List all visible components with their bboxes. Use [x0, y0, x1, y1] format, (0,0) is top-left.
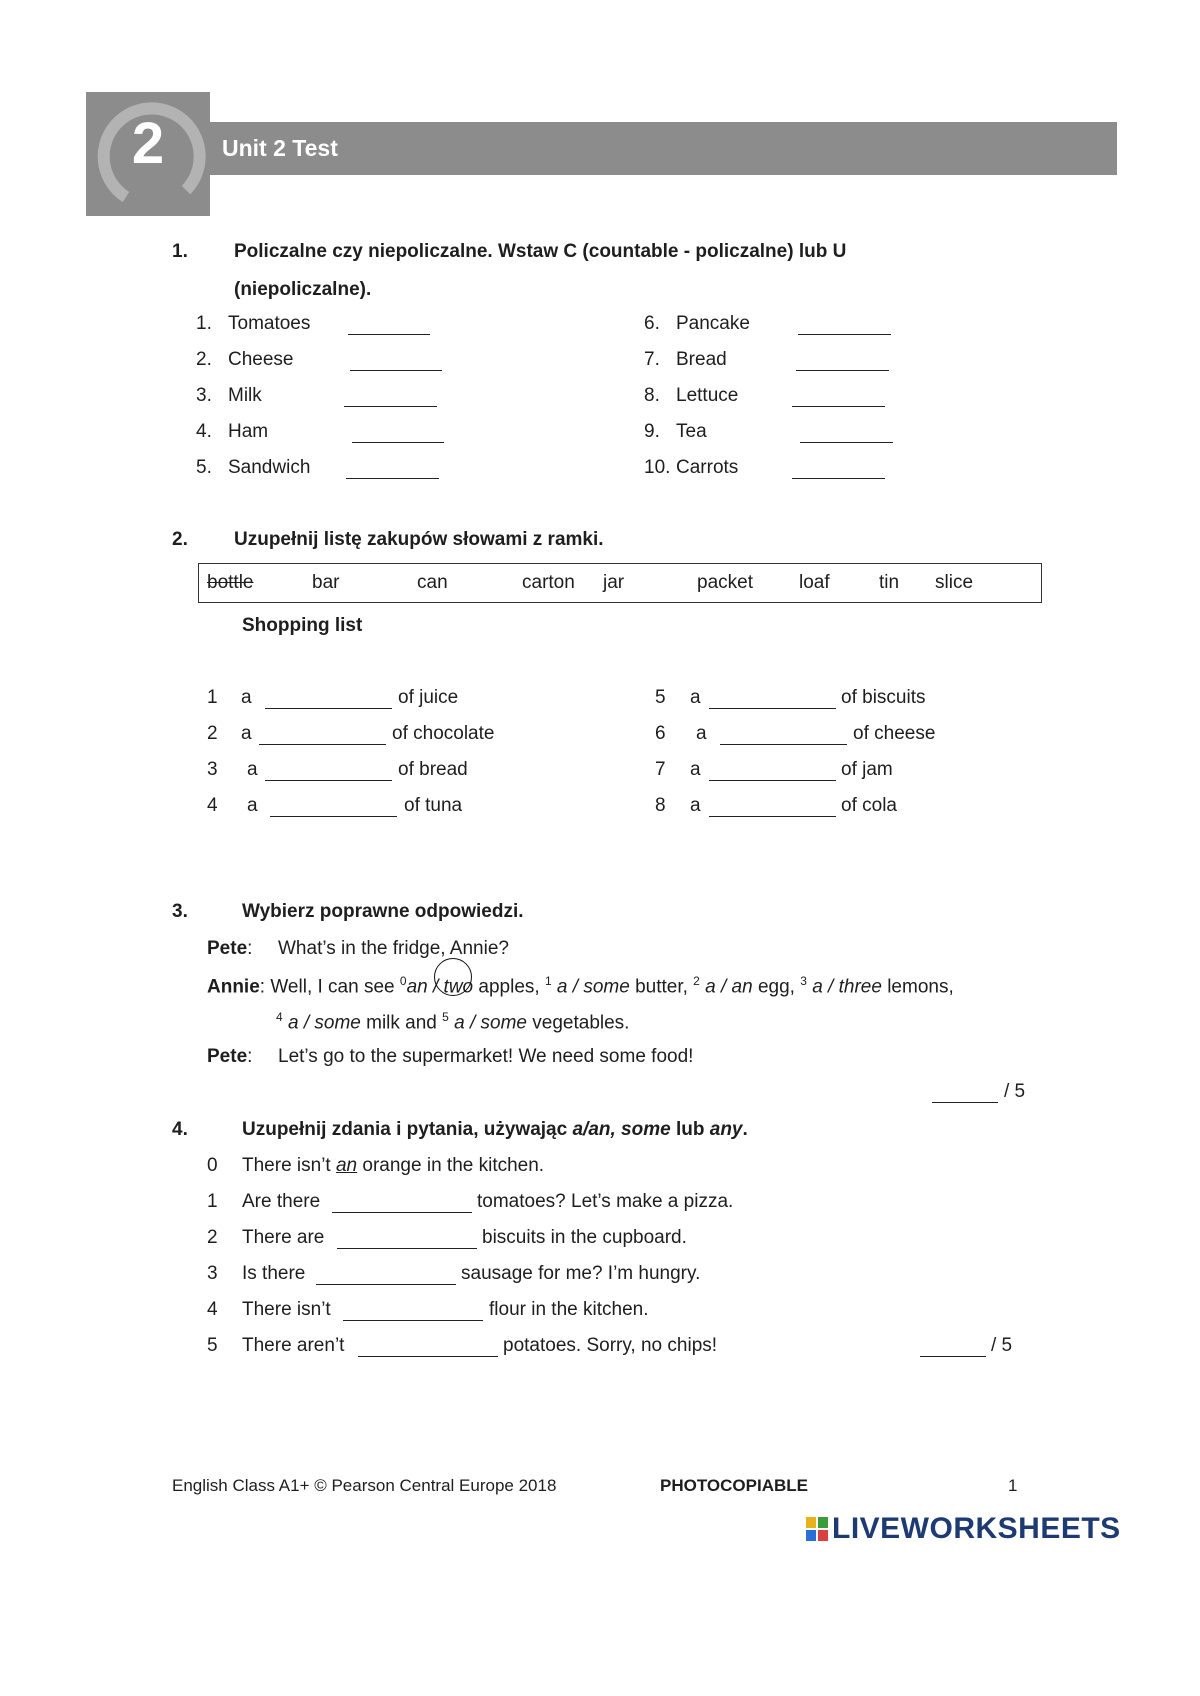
ex1-answer-blank[interactable]: [800, 442, 893, 443]
ex1-instruction: Policzalne czy niepoliczalne. Wstaw C (countable - policzalne) lub U: [234, 241, 847, 262]
answer-circle-mark: [434, 958, 472, 996]
ex4-item-num: 1: [207, 1191, 218, 1212]
list-item-num: 6: [655, 723, 666, 744]
ex4-item-after: tomatoes? Let’s make a pizza.: [477, 1191, 734, 1212]
ex1-answer-blank[interactable]: [792, 478, 885, 479]
ex1-item-num: 8.: [644, 385, 660, 406]
ex3-instruction: Wybierz poprawne odpowiedzi.: [242, 901, 524, 922]
ex4-item-num: 2: [207, 1227, 218, 1248]
list-item-num: 1: [207, 687, 218, 708]
ex1-instruction-cont: (niepoliczalne).: [234, 279, 372, 300]
ex2-answer-blank[interactable]: [265, 780, 392, 781]
ex2-answer-blank[interactable]: [709, 816, 836, 817]
shopping-list-title: Shopping list: [242, 615, 363, 636]
ex1-item-word: Ham: [228, 421, 269, 442]
ex4-item-after: potatoes. Sorry, no chips!: [503, 1335, 718, 1356]
ex3-number: 3.: [172, 901, 188, 922]
ex1-answer-blank[interactable]: [348, 334, 430, 335]
ex4-instruction: Uzupełnij zdania i pytania, używając a/an, some lub any.: [242, 1119, 748, 1140]
box-word: loaf: [799, 572, 830, 593]
ex1-item-num: 4.: [196, 421, 212, 442]
ex1-item-word: Carrots: [676, 457, 739, 478]
ex1-number: 1.: [172, 241, 188, 262]
ex4-item-before: There aren’t: [242, 1335, 345, 1356]
ex1-item-word: Tea: [676, 421, 707, 442]
ex2-answer-blank[interactable]: [270, 816, 397, 817]
ex4-number: 4.: [172, 1119, 188, 1140]
logo-text: LIVEWORKSHEETS: [832, 1512, 1121, 1545]
list-item-text: of biscuits: [841, 687, 926, 708]
choice-3[interactable]: a / three: [812, 976, 882, 998]
choice-5[interactable]: a / some: [454, 1012, 527, 1034]
ex1-item-num: 6.: [644, 313, 660, 334]
ex4-item-before: Are there: [242, 1191, 321, 1212]
unit-badge: [86, 92, 210, 216]
dialogue-line-pete: Pete:: [207, 1046, 253, 1067]
word-box: [198, 563, 1042, 603]
dialogue-line-pete: Pete:: [207, 938, 253, 959]
list-item-text: of bread: [398, 759, 468, 780]
ex1-item-num: 10.: [644, 457, 671, 478]
ex1-answer-blank[interactable]: [796, 370, 889, 371]
ex2-number: 2.: [172, 529, 188, 550]
ex1-item-num: 9.: [644, 421, 660, 442]
ex1-item-word: Bread: [676, 349, 727, 370]
list-item-article: a: [241, 687, 252, 708]
list-item-text: of tuna: [404, 795, 463, 816]
ex1-item-num: 5.: [196, 457, 212, 478]
score-blank[interactable]: [932, 1102, 998, 1103]
choice-4[interactable]: a / some: [287, 1012, 361, 1034]
list-item-text: of jam: [841, 759, 893, 780]
ex1-answer-blank[interactable]: [346, 478, 439, 479]
footer-page-number: 1: [1008, 1476, 1018, 1495]
box-word: can: [417, 572, 448, 593]
ex1-answer-blank[interactable]: [352, 442, 444, 443]
ex1-item-num: 1.: [196, 313, 212, 334]
ex2-answer-blank[interactable]: [265, 708, 392, 709]
box-word-crossed: bottle: [207, 572, 254, 593]
choice-2[interactable]: a / an: [705, 976, 753, 998]
ex1-answer-blank[interactable]: [792, 406, 885, 407]
ex2-answer-blank[interactable]: [709, 780, 836, 781]
ex4-item-num: 0: [207, 1155, 218, 1176]
list-item-num: 7: [655, 759, 666, 780]
liveworksheets-logo-icon: [806, 1517, 828, 1541]
ex1-item-word: Milk: [228, 385, 262, 406]
dialogue-line-annie: Annie: Well, I can see $^0$an / two apples, $^1$ a / some butter, $^2$ a / an egg, $^3$ a / three lemons,: [207, 974, 954, 998]
choice-1[interactable]: a / some: [556, 976, 630, 998]
ex3-score: / 5: [1004, 1081, 1026, 1102]
ex4-answer-blank[interactable]: [332, 1212, 472, 1213]
list-item-article: a: [247, 759, 258, 780]
ex1-item-num: 2.: [196, 349, 212, 370]
ex4-item-num: 3: [207, 1263, 218, 1284]
box-word: bar: [312, 572, 340, 593]
ex1-item-num: 3.: [196, 385, 212, 406]
box-word: packet: [697, 572, 753, 593]
list-item-article: a: [690, 759, 701, 780]
ex1-item-word: Lettuce: [676, 385, 739, 406]
list-item-text: of cola: [841, 795, 897, 816]
ex4-item-after: flour in the kitchen.: [489, 1299, 649, 1320]
box-word: tin: [879, 572, 900, 593]
list-item-text: of cheese: [853, 723, 936, 744]
ex4-answer-blank[interactable]: [337, 1248, 477, 1249]
liveworksheets-logo[interactable]: [806, 1512, 1121, 1546]
box-word: slice: [935, 572, 974, 593]
ex4-item-before: Is there: [242, 1263, 306, 1284]
dialogue-text: What’s in the fridge, Annie?: [278, 938, 509, 959]
score-blank[interactable]: [920, 1356, 986, 1357]
page-title: Unit 2 Test: [222, 135, 338, 161]
dialogue-text: Let’s go to the supermarket! We need some food!: [278, 1046, 694, 1067]
ex1-item-word: Pancake: [676, 313, 750, 334]
speaker-annie: Annie: [207, 976, 260, 998]
dialogue-line-annie-cont: $^4$ a / some milk and $^5$ a / some vegetables.: [276, 1010, 630, 1034]
ex2-answer-blank[interactable]: [709, 708, 836, 709]
speaker-pete: Pete: [207, 1046, 248, 1067]
ex4-score: / 5: [991, 1335, 1013, 1356]
ex4-example: There isn’t an orange in the kitchen.: [242, 1155, 545, 1176]
header-bar: [210, 122, 1117, 175]
list-item-article: a: [690, 795, 701, 816]
list-item-article: a: [690, 687, 701, 708]
ex1-answer-blank[interactable]: [344, 406, 437, 407]
list-item-num: 4: [207, 795, 218, 816]
ex2-instruction: Uzupełnij listę zakupów słowami z ramki.: [234, 529, 604, 550]
list-item-article: a: [241, 723, 252, 744]
ex4-item-after: biscuits in the cupboard.: [482, 1227, 687, 1248]
list-item-text: of juice: [398, 687, 459, 708]
speaker-pete: Pete: [207, 938, 248, 959]
ex4-item-after: sausage for me? I’m hungry.: [461, 1263, 701, 1284]
ex4-answer-blank[interactable]: [343, 1320, 483, 1321]
ex4-item-before: There isn’t: [242, 1299, 331, 1320]
ex4-item-num: 5: [207, 1335, 218, 1356]
ex1-answer-blank[interactable]: [350, 370, 442, 371]
footer-photocopiable: PHOTOCOPIABLE: [660, 1476, 808, 1495]
ex2-answer-blank[interactable]: [259, 744, 386, 745]
ex1-item-word: Tomatoes: [228, 313, 311, 334]
list-item-num: 2: [207, 723, 218, 744]
example-answer: an: [335, 1155, 358, 1176]
list-item-article: a: [247, 795, 258, 816]
ex2-answer-blank[interactable]: [720, 744, 847, 745]
box-word: carton: [522, 572, 575, 593]
list-item-num: 5: [655, 687, 666, 708]
list-item-num: 8: [655, 795, 666, 816]
footer-copyright: English Class A1+ © Pearson Central Europe 2018: [172, 1476, 557, 1495]
list-item-text: of chocolate: [392, 723, 495, 744]
unit-number: 2: [131, 111, 165, 176]
ex4-item-num: 4: [207, 1299, 218, 1320]
ex4-item-before: There are: [242, 1227, 325, 1248]
choice-0[interactable]: an / two: [406, 976, 474, 998]
ex1-item-word: Cheese: [228, 349, 294, 370]
ex1-item-word: Sandwich: [228, 457, 311, 478]
ex4-answer-blank[interactable]: [316, 1284, 456, 1285]
list-item-num: 3: [207, 759, 218, 780]
ex1-item-num: 7.: [644, 349, 660, 370]
box-word: jar: [603, 572, 625, 593]
ex1-answer-blank[interactable]: [798, 334, 891, 335]
list-item-article: a: [696, 723, 707, 744]
ex4-answer-blank[interactable]: [358, 1356, 498, 1357]
